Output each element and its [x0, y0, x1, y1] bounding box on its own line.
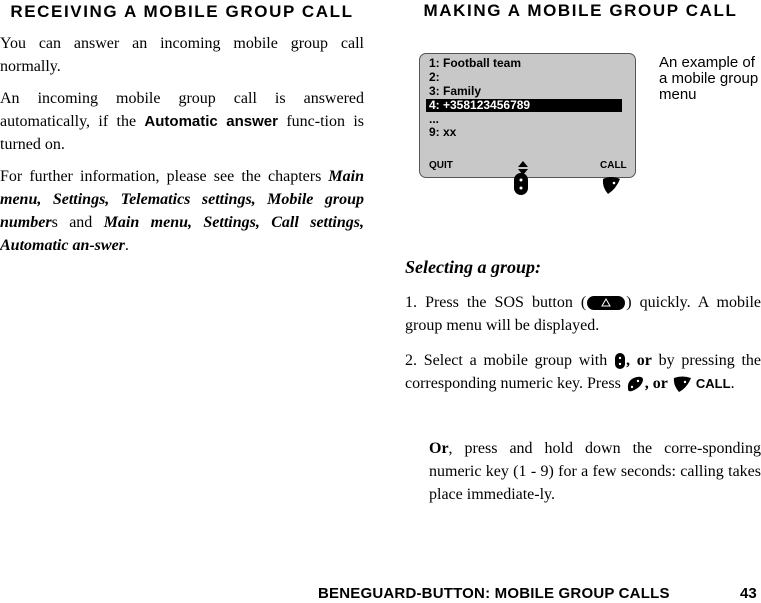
page-number: 43	[740, 585, 757, 602]
para-further-info	[0, 165, 364, 257]
page-footer-title: BENEGUARD-BUTTON: MOBILE GROUP CALLS	[318, 585, 670, 602]
step1-text-a: 1. Press the SOS button (	[405, 294, 587, 311]
para-answer-normally	[0, 32, 364, 78]
menu-line-9: 9: xx	[429, 125, 457, 139]
softkey-call: CALL	[600, 160, 627, 171]
step-1	[405, 291, 761, 337]
step2-text-a: 2. Select a mobile group with	[405, 352, 614, 369]
chapter-ref-automatic-answer: Main menu, Settings, Call settings, Automatic an-swer	[0, 214, 365, 254]
para3-text-a: For further information, please see the chapters	[0, 168, 329, 185]
sos-button-icon	[586, 295, 626, 311]
subheading-selecting-group: Selecting a group:	[405, 257, 542, 277]
step-2-alternative	[429, 437, 761, 506]
heading-receiving: RECEIVING A MOBILE GROUP CALL	[10, 2, 354, 21]
right-column	[400, 0, 761, 21]
step2-or-1: , or	[625, 352, 652, 369]
phone-screen-illustration	[419, 53, 636, 178]
para-automatic-answer	[0, 87, 364, 156]
send-key-icon	[625, 375, 645, 393]
menu-line-1: 1: Football team	[429, 56, 522, 70]
step2-end: .	[730, 375, 735, 392]
heading-making: MAKING A MOBILE GROUP CALL	[423, 1, 738, 20]
step-2	[405, 349, 761, 395]
para3-text-b: s and	[51, 214, 104, 231]
menu-line-3: 3: Family	[429, 84, 482, 98]
chapter-ref-telematics: Main menu, Settings, Telematics settings, Mobile group number	[0, 168, 364, 231]
step1-text-b: ) quickly. A mobile group menu will be displayed.	[405, 294, 761, 334]
para2-text-a: An incoming mobile group call is answered automatically, if the	[0, 90, 364, 130]
softkey-quit: QUIT	[429, 160, 453, 171]
call-key-icon-inline	[672, 375, 692, 393]
menu-line-selected: 4: +358123456789	[426, 99, 622, 112]
para1-text: You can answer an incoming mobile group call normally.	[0, 35, 364, 75]
menu-line-2: 2:	[429, 70, 440, 84]
step2-text-b: by pressing the corresponding numeric key. Press	[405, 352, 761, 392]
scroll-key-icon	[513, 172, 529, 196]
step2-text-c: , press and hold down the corre-sponding numeric key (1 - 9) for a few seconds: calling takes place immediate-ly.	[429, 440, 761, 503]
automatic-answer-term: Automatic answer	[144, 113, 278, 130]
call-key-icon	[600, 175, 622, 195]
left-column	[0, 0, 364, 257]
screen-caption: An example of a mobile group menu	[659, 54, 759, 103]
step2-or-3: Or	[429, 440, 449, 457]
para2-text-b: func-tion is turned on.	[0, 113, 365, 153]
menu-line-ellipsis: ...	[429, 112, 440, 126]
scroll-key-icon-inline	[614, 352, 626, 370]
call-softkey-label: CALL	[695, 376, 731, 391]
para3-text-c: .	[124, 237, 129, 254]
step2-or-2: , or	[644, 375, 668, 392]
